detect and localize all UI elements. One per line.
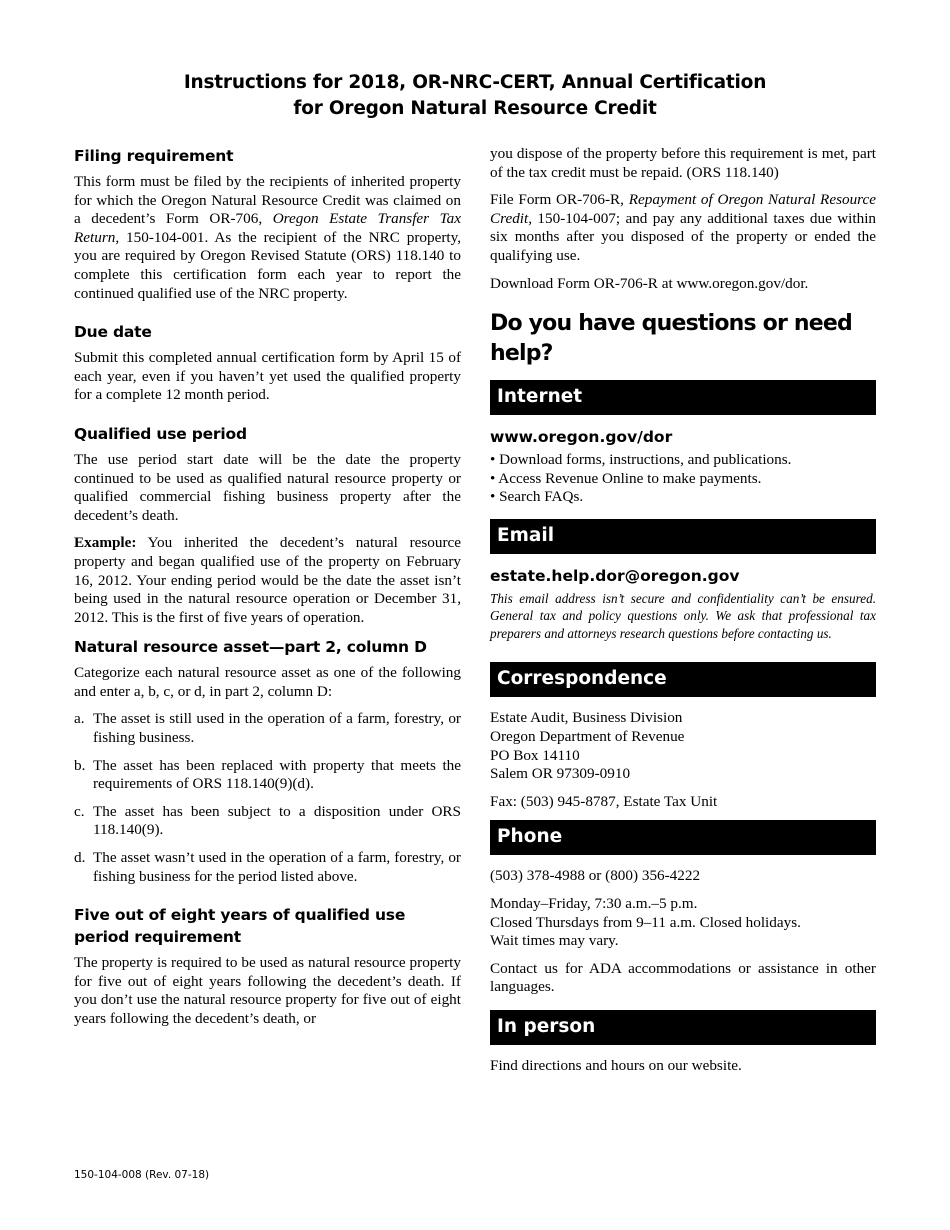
repayment-continued-text: you dispose of the property before this requirement is met, part of the tax credit must be repaid. (ORS 118.140) <box>490 145 876 181</box>
title-line-2: for Oregon Natural Resource Credit <box>293 98 657 119</box>
five-of-eight-section <box>74 904 461 1028</box>
due-date-section <box>74 321 461 405</box>
internet-bullet-list <box>490 451 876 507</box>
left-column <box>74 145 461 1038</box>
list-item: c. The asset has been subject to a disposition under ORS 118.140(9). <box>74 802 461 839</box>
phone-hours <box>490 895 876 951</box>
fax-text: Fax: (503) 945-8787, Estate Tax Unit <box>490 792 718 810</box>
internet-bar: Internet <box>490 380 876 415</box>
five-of-eight-heading: Five out of eight years of qualified use period requirement <box>74 906 406 947</box>
filing-requirement-heading: Filing requirement <box>74 147 234 165</box>
list-item: a. The asset is still used in the operation of a farm, forestry, or fishing business. <box>74 710 461 747</box>
hours-line: Monday–Friday, 7:30 a.m.–5 p.m. <box>490 895 698 912</box>
list-item: • Download forms, instructions, and publications. <box>490 451 792 469</box>
email-address-link[interactable]: estate.help.dor@oregon.gov <box>490 566 740 585</box>
phone-bar: Phone <box>490 820 876 855</box>
natural-resource-asset-heading: Natural resource asset—part 2, column D <box>74 638 427 657</box>
address-line: Salem OR 97309-0910 <box>490 765 631 783</box>
list-item: d. The asset wasn’t used in the operation of a farm, forestry, or fishing business for the period listed above. <box>74 849 461 885</box>
list-item: • Access Revenue Online to make payments. <box>490 469 762 487</box>
qualified-use-heading: Qualified use period <box>74 424 247 443</box>
filing-requirement-text: This form must be filed by the recipients of inherited property for which the Oregon Natural Resource Credit was claimed on a decedent’s Form OR-706, Oregon Estate Transfer Tax Return, 150-104-001. As the recipient of the NRC property, you are required by Oregon Revised Statute (ORS) 118.140 to complete this certification form each year to report the continued qualified use of the NRC property. <box>74 173 462 302</box>
list-item: • Search FAQs. <box>490 488 584 506</box>
filing-requirement-section <box>74 145 461 303</box>
phone-numbers: (503) 378-4988 or (800) 356-4222 <box>490 867 701 885</box>
in-person-bar: In person <box>490 1010 876 1045</box>
hours-line: Closed Thursdays from 9–11 a.m. Closed holidays. <box>490 913 801 931</box>
address-line: PO Box 14110 <box>490 746 580 764</box>
address-line: Estate Audit, Business Division <box>490 709 683 727</box>
website-link[interactable]: www.oregon.gov/dor <box>490 428 673 447</box>
title-line-1: Instructions for 2018, OR-NRC-CERT, Annual Certification <box>183 72 767 93</box>
email-note: This email address isn’t secure and confidentiality can’t be ensured. General tax and policy questions only. We ask that professional tax preparers and attorneys research questions before contacting us. <box>490 590 876 641</box>
ada-text: Contact us for ADA accommodations or assistance in other languages. <box>490 959 876 996</box>
due-date-heading: Due date <box>74 323 152 342</box>
qualified-use-text: The use period start date will be the date the property continued to be used as qualified natural resource property or qualified commercial fishing business property after the decedent’s death. <box>74 450 461 524</box>
in-person-text: Find directions and hours on our website. <box>490 1056 742 1074</box>
email-bar: Email <box>490 519 876 554</box>
due-date-text: Submit this completed annual certification form by April 15 of each year, even if you haven’t yet used the qualified property for a complete 12 month period. <box>74 349 461 404</box>
example-paragraph: Example: You inherited the decedent’s natural resource property and began qualified use of the property on February 16, 2012. Your ending period would be the date the asset isn’t being used in the natural resource operation or December 31, 2012. This is the first of five years of operation. <box>74 534 461 626</box>
five-of-eight-text: The property is required to be used as natural resource property for five out of eight years following the decedent’s death. If you don’t use the natural resource property for five out of eight years following the decedent’s death, or <box>74 954 461 1027</box>
example-label: Example: <box>74 534 137 552</box>
address-line: Oregon Department of Revenue <box>490 728 685 746</box>
asset-category-list <box>74 710 461 886</box>
natural-resource-asset-section <box>74 636 461 886</box>
file-form-text: File Form OR-706-R, Repayment of Oregon Natural Resource Credit, 150-104-007; and pay any additional taxes due within six months after you disposed of the property or ended the qualifying use. <box>490 191 877 264</box>
right-column <box>490 145 876 1085</box>
asset-intro: Categorize each natural resource asset as one of the following and enter a, b, c, or d, in part 2, column D: <box>74 664 461 700</box>
download-form-text: Download Form OR-706-R at www.oregon.gov/dor. <box>490 274 809 292</box>
help-heading: Do you have questions or need help? <box>490 311 852 367</box>
list-item: b. The asset has been replaced with property that meets the requirements of ORS 118.140(9)(d). <box>74 756 461 793</box>
qualified-use-section <box>74 423 461 627</box>
mailing-address <box>490 709 876 783</box>
correspondence-bar: Correspondence <box>490 662 876 697</box>
hours-line: Wait times may vary. <box>490 932 619 950</box>
form-number-footer: 150-104-008 (Rev. 07-18) <box>74 1169 210 1181</box>
page-title <box>0 70 950 122</box>
